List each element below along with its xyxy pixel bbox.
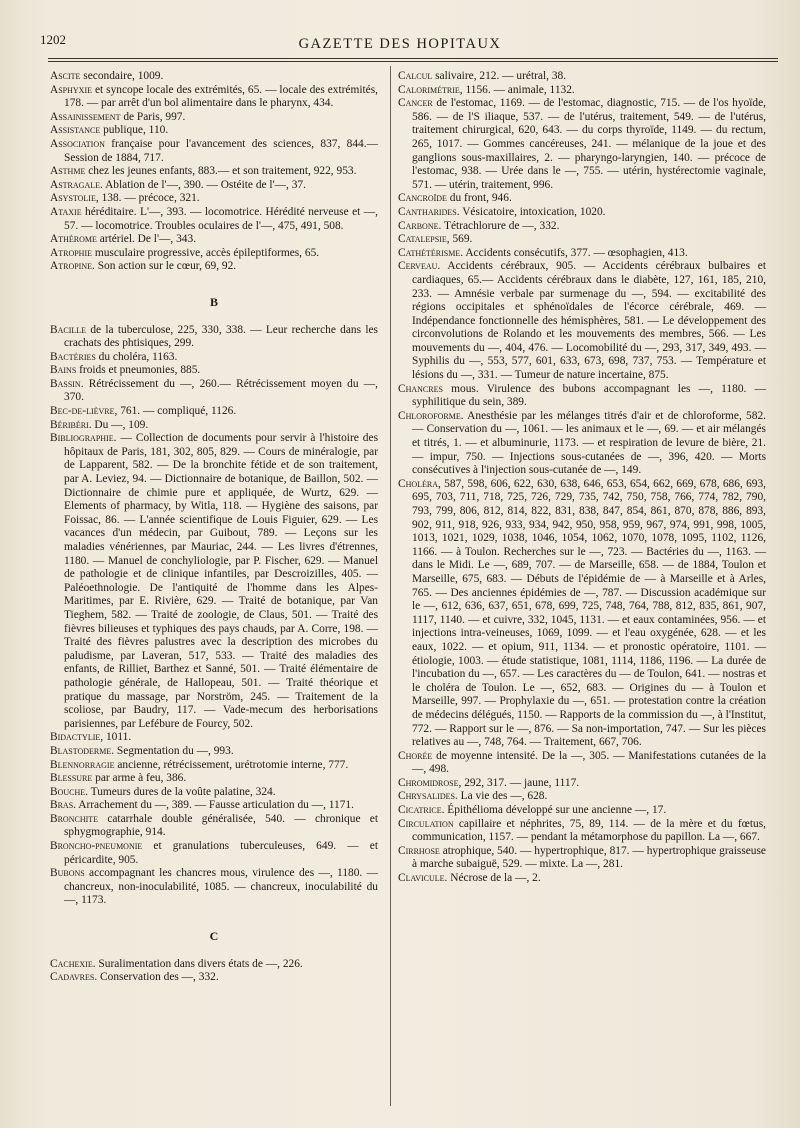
entry-references: héréditaire. L'—, 393. — locomotrice. Hérédité nerveuse et —, 57. — locomotrice. Troubles oculaires de l'—, 475, 491, 508. [64, 205, 378, 232]
index-entry [50, 786, 378, 800]
entry-references: Rétrécissement du —, 260.— Rétrécissement moyen du —, 370. [64, 377, 378, 404]
section-letter-b: B [209, 294, 218, 309]
index-entry [50, 958, 378, 972]
entry-keyword: Ascite [50, 70, 81, 82]
entry-keyword: Asphyxie [50, 83, 93, 96]
entry-keyword: Athérome [50, 233, 97, 246]
entry-keyword: Cancer [398, 97, 433, 110]
index-entry [398, 192, 766, 206]
entry-keyword: Circulation [398, 817, 454, 830]
entry-keyword: Chancres [398, 382, 443, 395]
entry-keyword: Asystolie, [50, 192, 99, 205]
entry-keyword: Blennorragie [50, 758, 115, 771]
entry-keyword: Atropine. [50, 260, 95, 273]
entry-keyword: Assistance [50, 124, 101, 137]
entry-references: atrophique, 540. — hypertrophique, 817. — hypertrophique graisseuse à marche subaiguë, 529. — mixte. La —, 281. [412, 844, 766, 871]
index-entry [50, 351, 378, 365]
index-entry [398, 804, 766, 818]
entry-references: secondaire, 1009. [80, 70, 164, 82]
journal-title: GAZETTE DES HOPITAUX [298, 36, 502, 52]
entry-keyword: Calcul [398, 70, 433, 82]
entry-keyword: Cantharides. [398, 205, 460, 218]
entry-keyword: Blessure [50, 772, 93, 785]
entry-references: Tumeurs dures de la voûte palatine, 324. [88, 785, 276, 798]
index-entry [398, 260, 766, 382]
entry-keyword: Bras. [50, 799, 77, 812]
entry-keyword: Association [50, 137, 105, 150]
index-entry [398, 84, 766, 98]
entry-references: de la tuberculose, 225, 330, 338. — Leur recherche dans les crachats des phtisiques, 299. [64, 323, 378, 350]
entry-references: Suralimentation dans divers états de —, 226. [95, 957, 303, 970]
section-letter-c: C [209, 929, 219, 944]
index-entry [50, 419, 378, 433]
index-entry [50, 138, 378, 165]
index-entry [398, 70, 766, 84]
entry-keyword: Ataxie [50, 205, 82, 218]
section-a-entries [50, 70, 378, 274]
index-entry [50, 405, 378, 419]
entry-keyword: Atrophie [50, 246, 93, 259]
entry-keyword: Cirrhose [398, 844, 440, 857]
index-entry [50, 192, 378, 206]
index-entry [398, 247, 766, 261]
index-entry [50, 378, 378, 405]
entry-keyword: Bassin. [50, 377, 84, 390]
entry-references: Vésicatoire, intoxication, 1020. [459, 205, 606, 218]
entry-references: 761. — compliqué, 1126. [117, 405, 237, 418]
entry-references: française pour l'avancement des sciences, 837, 844.— Session de 1884, 717. [64, 137, 378, 164]
entry-keyword: Bronchite [50, 812, 99, 825]
entry-references: froids et pneumonies, 885. [76, 364, 201, 377]
index-entry [50, 731, 378, 745]
entry-keyword: Cerveau. [398, 260, 441, 273]
index-entry [50, 111, 378, 125]
entry-keyword: Astragale. [50, 178, 103, 191]
header-rule-double [48, 61, 778, 62]
entry-references: salivaire, 212. — urétral, 38. [432, 70, 567, 82]
entry-keyword: Cicatrice. [398, 804, 445, 817]
entry-references: 569. [449, 233, 473, 246]
entry-references: de moyenne intensité. De la —, 305. — Manifestations cutanées de la —, 498. [412, 749, 766, 776]
section-c-continued-entries [398, 70, 766, 886]
index-entry [50, 813, 378, 840]
entry-keyword: Bacille [50, 323, 87, 336]
entry-keyword: Clavicule. [398, 872, 448, 885]
index-entry [50, 867, 378, 908]
entry-references: chez les jeunes enfants, 883.— et son traitement, 922, 953. [85, 165, 357, 178]
entry-references: et granulations tuberculeuses, 649. — et péricardite, 905. [64, 840, 378, 866]
entry-references: Du —, 109. [91, 418, 149, 431]
entry-references: Accidents cérébraux, 905. — Accidents cérébraux bulbaires et cardiaques, 65.— Accidents cérébraux dans le diabète, 127, 161, 185, 210, 233. — Amnésie verbale par surmenage du —, 594. — excitabilité des régions occipitales et sphénoïdales de l'écorce cérébrale, 469. — Indépendance fonctionnelle des hémisphères, 581. — Le développement des circonvolutions de Rolando et les mouvements des membres, 566. — Les mouvements du —, 404, 476. — Locomobilité du —, 293, 317, 349, 493. — Syphilis du —, 553, 577, 601, 633, 673, 698, 737, 753. — Température et lésions du —, 331. — Tumeur de nature incertaine, 875. [412, 260, 766, 382]
entry-keyword: Carbone. [398, 219, 442, 232]
entry-references: Conservation des —, 332. [97, 971, 219, 984]
entry-references: Épithélioma développé sur une ancienne —, 17. [444, 804, 667, 817]
entry-keyword: Bibliographie. [50, 432, 117, 445]
entry-keyword: Chloroforme. [398, 409, 464, 422]
entry-keyword: Chrysalides. [398, 790, 458, 803]
entry-references: artériel. De l'—, 343. [96, 233, 197, 246]
entry-references: de Paris, 997. [120, 110, 186, 123]
index-entry [398, 845, 766, 872]
entry-references: 1011. [103, 731, 132, 744]
entry-references: — Collection de documents pour servir à l'histoire des hôpitaux de Paris, 181, 302, 805, 829. — Cours de minéralogie, par de Lapparent, 582. — De la bronchite fétide et de son traitement, par A. Leviez, 94. — Dictionnaire de botanique, de Baillon, 502. — Dictionnaire de chimie pure et appliquée, de Wurtz, 629. — Elements of pharmacy, by Witla, 118. — Hygiène des saisons, par Foissac, 86. — L'année scientifique de Louis Figuier, 629. — Les vacances d'un médecin, par Guibout, 789. — Leçons sur les maladies vénériennes, par Mauriac, 244. — Les livres d'étrennes, 1180. — Manuel de conchyliologie, par P. Fischer, 629. — Manuel de pathologie et de clinique infantiles, par Descroizilles, 405. — Paléoethnologie. De l'antiquité de l'homme dans les Alpes-Maritimes, par E. Rivière, 629. — Traité de botanique, par Van Tieghem, 582. — Traité de zoologie, de Claus, 501. — Traité des fièvres bilieuses et typhiques des pays chauds, par A. Corre, 198. — Traité des fièvres palustres avec la description des microbes du paludisme, par Laveran, 517, 533. — Traité des maladies des enfants, de Rilliet, Barthez et Sanné, 501. — Traité élémentaire de pathologie générale, de Hallopeau, 501. — Traité théorique et pratique du massage, par Norström, 245. — Traitement de la scoliose, par Baudry, 117. — Vade-mecum des herborisations parisiennes, par Lefébure de Fourcy, 502. [64, 432, 378, 730]
index-entry [50, 206, 378, 233]
entry-references: publique, 110. [100, 124, 169, 137]
index-entry [398, 818, 766, 845]
index-entry [50, 364, 378, 378]
entry-keyword: Cadavres. [50, 971, 98, 984]
entry-keyword: Bactéries [50, 350, 96, 363]
entry-references: catarrhale double généralisée, 540. — chronique et sphygmographie, 914. [64, 812, 378, 839]
entry-references: 587, 598, 606, 622, 630, 638, 646, 653, 654, 662, 669, 678, 686, 693, 695, 703, 711, 718, 725, 726, 729, 735, 742, 750, 758, 766, 774, 782, 790, 793, 799, 806, 812, 814, 822, 831, 838, 847, 854, 861, 870, 878, 886, 893, 902, 911, 918, 926, 933, 934, 942, 950, 958, 959, 967, 974, 991, 998, 1005, 1013, 1021, 1029, 1038, 1046, 1054, 1062, 1070, 1078, 1095, 1102, 1126, 1166. — à Toulon. Recherches sur le —, 723. — Bactéries du —, 1163. — dans le Midi. Le —, 689, 707. — de Marseille, 658. — de 1884, Toulon et Marseille, 675, 683. — Débuts de l'épidémie de — à Marseille et à Arles, 765. — Des anciennes épidémies de —, 787. — Discussion académique sur le —, 612, 636, 637, 651, 678, 699, 725, 748, 764, 788, 812, 835, 861, 907, 1117, 1140. — et cuivre, 332, 1045, 1131. — et eaux contaminées, 956. — et injections intra-veineuses, 1069, 1099. — et l'eau oxygénée, 628. — et les eaux, 1022. — et opium, 911, 1134. — et pronostic opératoire, 1101. — étiologie, 1003. — étude statistique, 1081, 1114, 1186, 1196. — La durée de l'incubation du —, 657. — Les caractères du — de Toulon, 641. — nostras et le choléra de Toulon. Le —, 652, 683. — Origines du — à Toulon et Marseille, 997. — Prophylaxie du —, 651. — protestation contre la création de médecins délégués, 1150. — Rapports de la commission du —, à l'Institut, 772. — Rapport sur le —, 876. — Sa non-importation, 747. — Sur les pièces relatives au —, 748, 764. — Traitement, 667, 706. [412, 477, 766, 749]
index-entry [398, 383, 766, 410]
entry-keyword: Asthme [50, 165, 86, 178]
entry-references: du front, 946. [446, 192, 512, 205]
index-entry [398, 872, 766, 886]
entry-references: 1156. — animale, 1132. [462, 83, 575, 96]
entry-keyword: Assainissement [50, 110, 121, 123]
entry-references: Ablation de l'—, 390. — Ostéite de l'—, 37. [102, 178, 306, 191]
index-entry [50, 324, 378, 351]
index-entry [50, 233, 378, 247]
right-column [398, 70, 766, 886]
entry-keyword: Cathétérisme. [398, 246, 464, 259]
index-entry [50, 840, 378, 867]
index-entry [398, 233, 766, 247]
index-entry [50, 971, 378, 985]
index-entry [50, 179, 378, 193]
entry-references: capillaire et néphrites, 75, 89, 114. — de la mère et du fœtus, communication, 1157. — pendant la métamorphose du papillon. La —, 667. [412, 817, 766, 844]
index-entry [398, 750, 766, 777]
entry-keyword: Chromidrose, [398, 776, 462, 789]
entry-keyword: Chorée [398, 749, 433, 762]
index-entry [50, 432, 378, 731]
index-entry [50, 124, 378, 138]
column-divider [390, 66, 391, 1106]
entry-references: 138. — précoce, 321. [98, 192, 200, 205]
section-b-entries [50, 324, 378, 909]
page-number: 1202 [40, 32, 66, 47]
index-entry [50, 759, 378, 773]
entry-keyword: Béribéri. [50, 418, 92, 431]
entry-keyword: Bubons [50, 867, 85, 880]
entry-keyword: Cachexie. [50, 957, 96, 970]
entry-keyword: Choléra, [398, 477, 441, 490]
entry-references: et syncope locale des extrémités, 65. — locale des extrémités, 178. — par arrêt d'un bol alimentaire dans le pharynx, 434. [64, 83, 378, 110]
entry-references: 292, 317. — jaune, 1117. [461, 776, 580, 789]
header-rule [48, 58, 778, 59]
entry-references: mous. Virulence des bubons accompagnant les —, 1180. — syphilitique du sein, 389. [412, 382, 766, 409]
entry-keyword: Cancroïde [398, 192, 447, 205]
entry-keyword: Broncho-pneumonie [50, 840, 143, 853]
section-c-entries [50, 958, 378, 985]
index-entry [398, 410, 766, 478]
left-column [50, 70, 378, 985]
entry-references: de l'estomac, 1169. — de l'estomac, diagnostic, 715. — de l'os hyoïde, 586. — de l'S iliaque, 537. — de l'utérus, traitement, 549. — de l'utérus, traitement chirurgical, 620, 643. — du corps thyroïde, 1149. — du rectum, 265, 1017. — Gommes cancéreuses, 241. — mélanique de la joue et des ganglions sous-maxillaires, 2. — pharyngo-laryngien, 140. — précoce de l'estomac, 938. — Urée dans le —, 755. — utérin, hystérectomie vaginale, 571. — utérin, traitement, 996. [412, 97, 766, 191]
entry-references: du choléra, 1163. [95, 350, 178, 363]
index-entry [398, 478, 766, 750]
entry-keyword: Bains [50, 364, 77, 377]
index-entry [398, 206, 766, 220]
index-entry [50, 84, 378, 111]
index-entry [398, 790, 766, 804]
entry-references: Arrachement du —, 389. — Fausse articulation du —, 1171. [76, 799, 354, 812]
index-entry [398, 777, 766, 791]
entry-keyword: Bec-de-lièvre, [50, 405, 118, 418]
entry-references: Son action sur le cœur, 69, 92. [94, 260, 237, 273]
entry-references: ancienne, rétrécissement, urétrotomie interne, 777. [114, 758, 349, 771]
index-entry [50, 70, 378, 84]
entry-references: Segmentation du —, 993. [114, 744, 234, 757]
entry-references: Anesthésie par les mélanges titrés d'air et de chloroforme, 582. — Conservation du —, 1061. — les animaux et le —, 69. — et air mélangés et titrés, 1. — et albuminurie, 1173. — et respiration de levure de bière, 21. — impur, 750. — Injections sous-cutanées de —, 396, 420. — Morts consécutives à l'injection sous-cutanée de —, 149. [412, 409, 766, 477]
index-entry [398, 97, 766, 192]
entry-keyword: Blastoderme. [50, 744, 115, 757]
entry-references: Tétrachlorure de —, 332. [441, 219, 560, 232]
entry-keyword: Bouche. [50, 785, 88, 798]
entry-references: Accidents consécutifs, 377. — œsophagien, 413. [463, 246, 688, 259]
entry-keyword: Bidactylie, [50, 731, 104, 744]
entry-keyword: Catalepsie, [398, 233, 450, 246]
entry-references: Nécrose de la —, 2. [447, 872, 541, 885]
index-entry [50, 247, 378, 261]
entry-references: par arme à feu, 386. [92, 772, 187, 785]
index-entry [398, 220, 766, 234]
index-entry [50, 799, 378, 813]
index-entry [50, 772, 378, 786]
entry-references: La vie des —, 628. [457, 790, 548, 803]
entry-references: accompagnant les chancres mous, virulence des —, 1180. — chancreux, non-inoculabilité, 1085. — chancreux, inoculabilité du —, 1173. [64, 867, 378, 907]
index-entry [50, 745, 378, 759]
index-entry [50, 165, 378, 179]
entry-keyword: Calorimétrie, [398, 83, 463, 96]
index-entry [50, 260, 378, 274]
entry-references: musculaire progressive, accès épileptiformes, 65. [92, 246, 320, 259]
